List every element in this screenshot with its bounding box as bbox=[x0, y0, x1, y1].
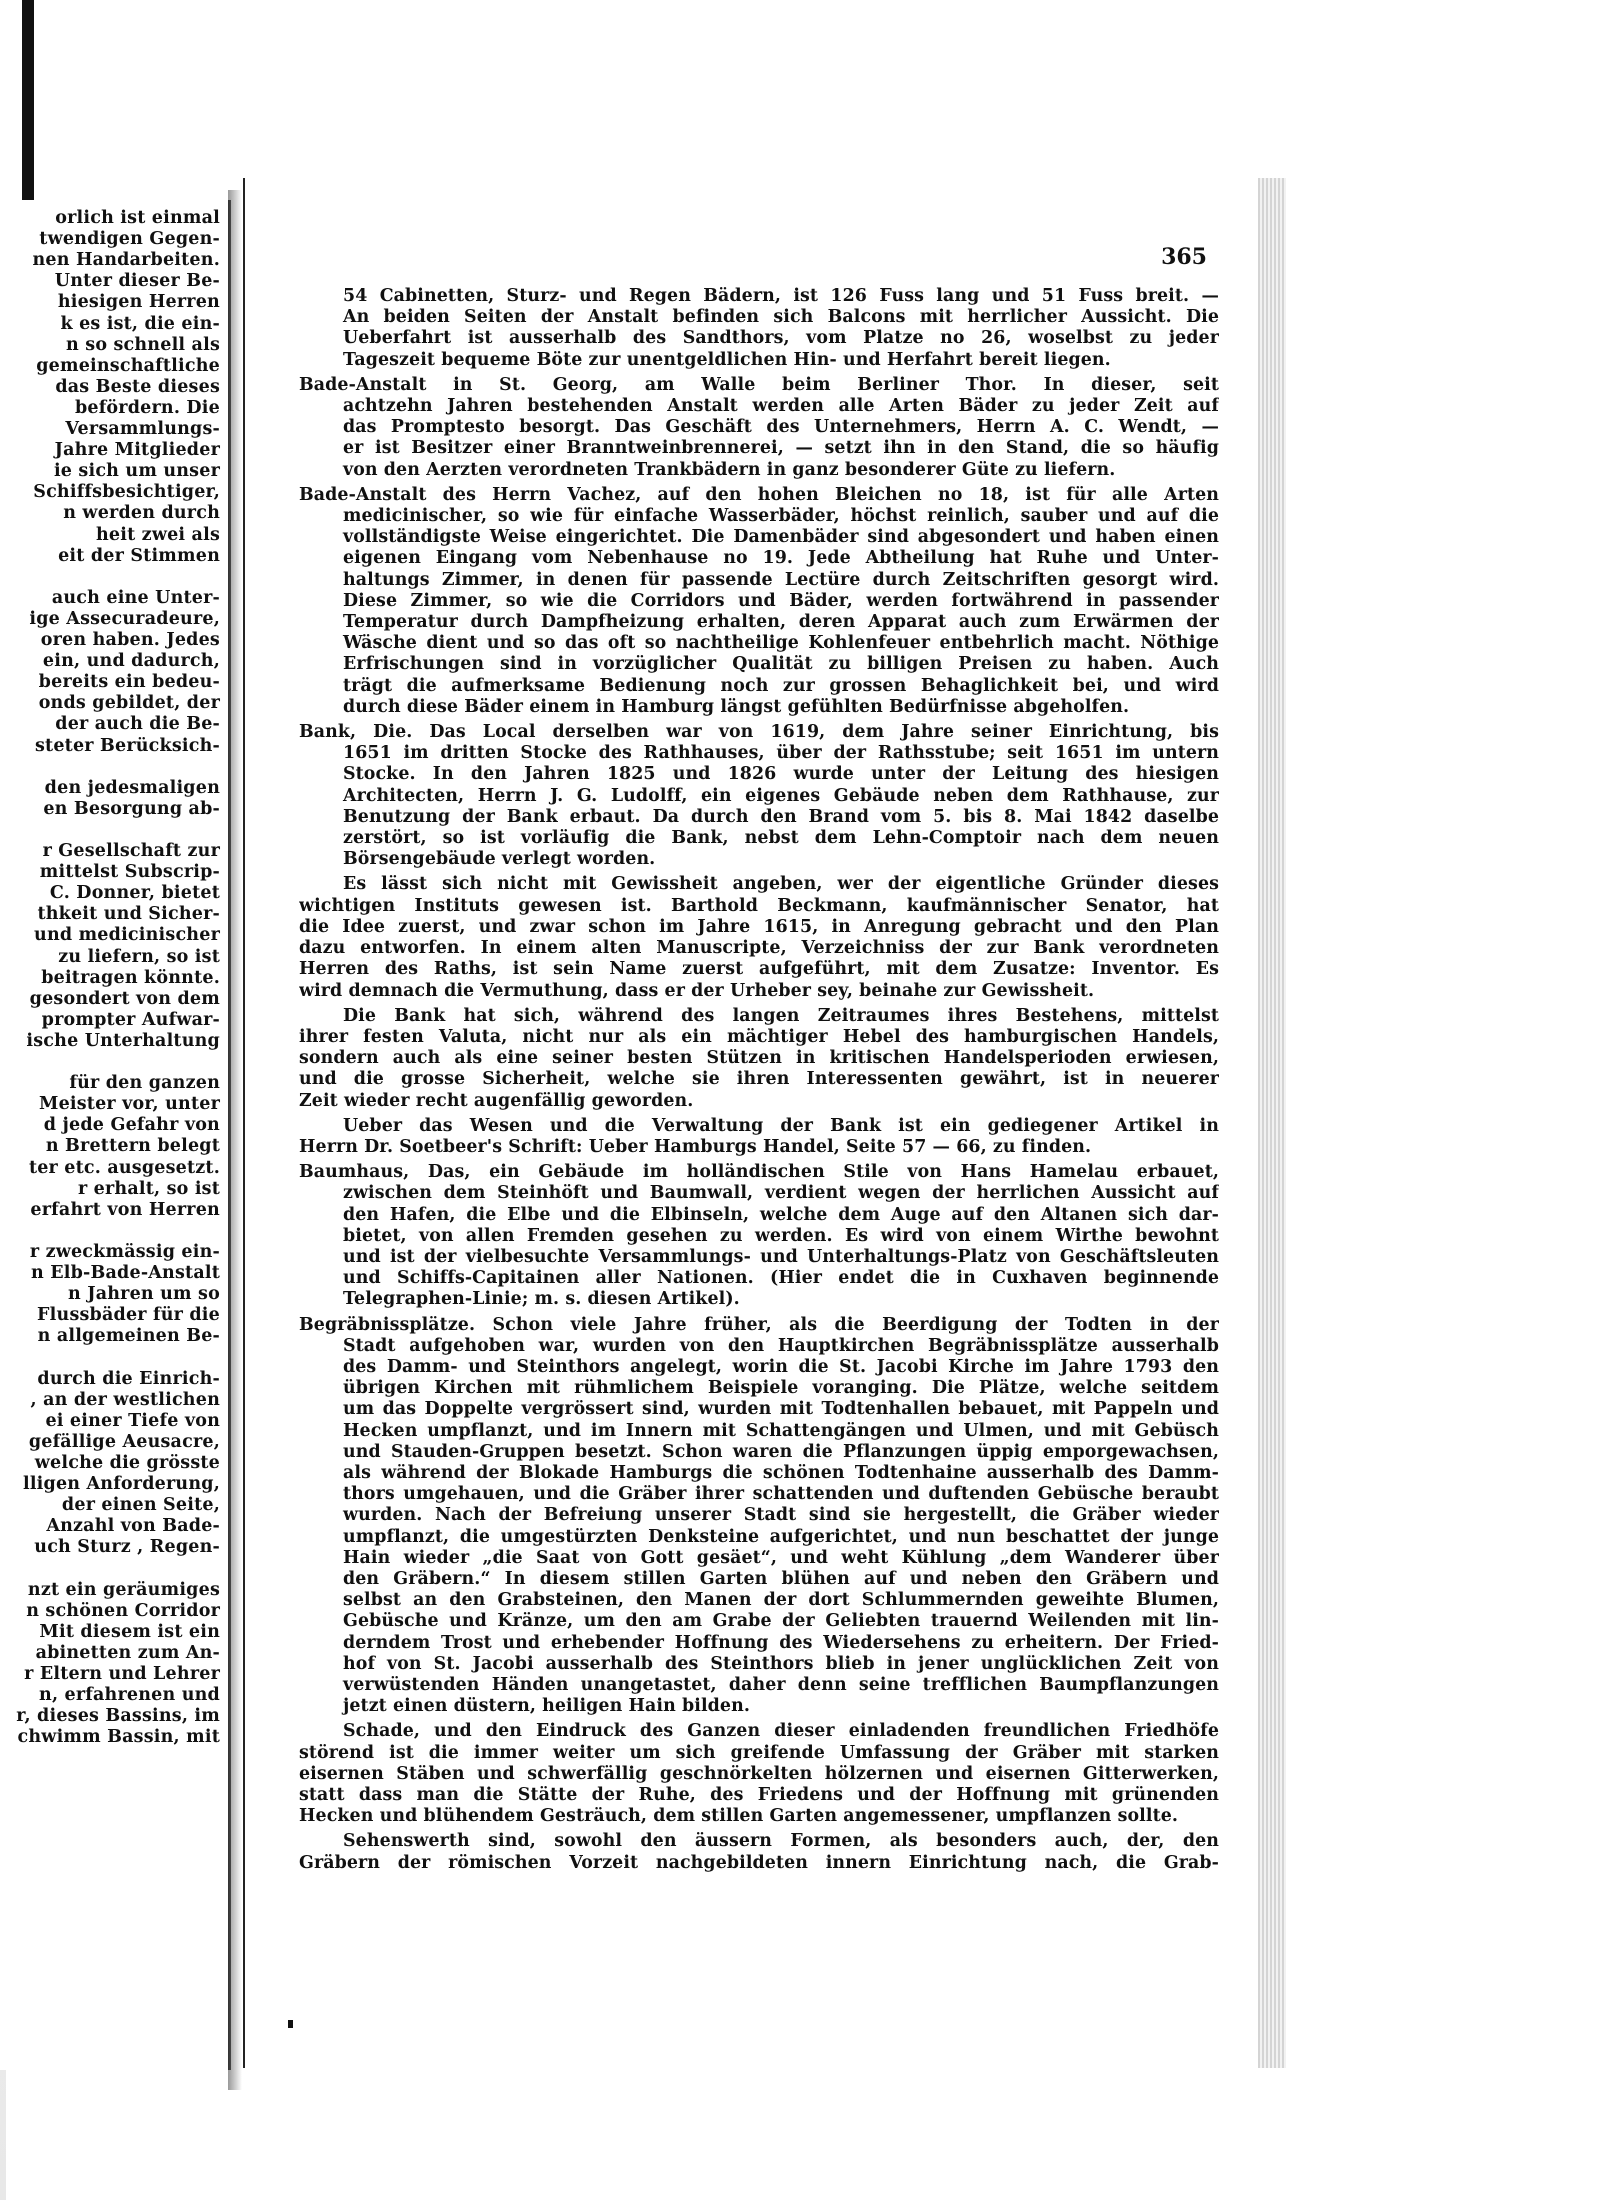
text-line: die Idee zuerst, und zwar schon im Jahre 1615, in Anregung gebracht und den Plan bbox=[299, 916, 1219, 937]
text-line: Temperatur durch Dampfheizung erhalten, deren Apparat auch zum Erwärmen der bbox=[343, 612, 1219, 633]
left-page bbox=[0, 200, 231, 2070]
text-line: und Schiffs-Capitainen aller Nationen. (Hier endet die in Cuxhaven beginnende bbox=[343, 1268, 1219, 1289]
left-page-line: beitragen könnte. bbox=[41, 967, 220, 988]
left-page-line: n schönen Corridor bbox=[26, 1600, 220, 1621]
text-line: Diese Zimmer, so wie die Corridors und Bäder, werden fortwährend in passender bbox=[343, 590, 1219, 611]
text-line: ihrer festen Valuta, nicht nur als ein mächtiger Hebel des hamburgischen Handels, bbox=[299, 1026, 1219, 1047]
left-page-line: und medicinischer bbox=[34, 925, 220, 946]
left-page-line: uch Sturz , Regen- bbox=[34, 1537, 220, 1558]
left-page-line: Unter dieser Be- bbox=[54, 271, 220, 292]
ink-speck bbox=[288, 2020, 293, 2028]
left-page-line: , an der westlichen bbox=[30, 1389, 220, 1410]
left-page-line: d jede Gefahr von bbox=[43, 1115, 220, 1136]
left-page-line: n allgemeinen Be- bbox=[37, 1326, 220, 1347]
text-line: Stadt aufgehoben war, wurden von den Hauptkirchen Begräbnissplätze ausserhalb bbox=[343, 1335, 1219, 1356]
left-page-line: lligen Anforderung, bbox=[22, 1474, 220, 1494]
text-line: selbst an den Grabsteinen, den Manen der dort Schlummernden geweihte Blumen, bbox=[343, 1590, 1219, 1611]
text-line: jetzt einen düstern, heiligen Hain bilden. bbox=[343, 1696, 750, 1717]
text-line: An beiden Seiten der Anstalt befinden sich Balcons mit herrlicher Aussicht. Die bbox=[343, 307, 1219, 328]
text-line: Begräbnissplätze. Schon viele Jahre früher, als die Beerdigung der Todten in der bbox=[299, 1314, 1219, 1335]
text-line: und ist der vielbesuchte Versammlungs- und Unterhaltungs-Platz von Geschäftsleuten bbox=[343, 1246, 1219, 1267]
left-page-line: C. Donner, bietet bbox=[49, 883, 220, 904]
left-page-line: r Eltern und Lehrer bbox=[24, 1663, 220, 1684]
left-page-line: chwimm Bassin, mit bbox=[17, 1727, 220, 1748]
left-page-line: gesondert von dem bbox=[29, 988, 220, 1009]
left-page-line: für den ganzen bbox=[69, 1073, 220, 1094]
text-line: statt dass man die Stätte der Ruhe, des Friedens und der Hoffnung mit grünenden bbox=[299, 1785, 1219, 1806]
text-line: wichtigen Instituts gewesen ist. Barthold Beckmann, kaufmännischer Senator, hat bbox=[299, 895, 1219, 916]
text-line: achtzehn Jahren bestehenden Anstalt werden alle Arten Bäder zu jeder Zeit auf bbox=[343, 396, 1219, 417]
text-line: Herrn Dr. Soetbeer's Schrift: Ueber Hamburgs Handel, Seite 57 — 66, zu finden. bbox=[299, 1136, 1092, 1157]
text-line: und die grosse Sicherheit, welche sie ihren Interessenten gewährt, ist in neuerer bbox=[299, 1069, 1219, 1090]
left-page-line: ter etc. ausgesetzt. bbox=[28, 1157, 220, 1178]
text-line: er ist Besitzer einer Branntweinbrennerei, — setzt ihn in den Stand, die so häufig bbox=[343, 438, 1219, 459]
left-page-line: orlich ist einmal bbox=[55, 208, 220, 228]
text-line: Gräbern der römischen Vorzeit nachgebildeten innern Einrichtung nach, die Grab- bbox=[299, 1852, 1219, 1873]
text-line: des Damm- und Steinthors angelegt, worin die St. Jacobi Kirche im Jahre 1793 den bbox=[343, 1356, 1219, 1377]
text-line: sondern auch als eine seiner besten Stützen in kritischen Handelsperioden erwiesen, bbox=[299, 1048, 1219, 1069]
left-page-line: r erhalt, so ist bbox=[77, 1178, 220, 1199]
left-page-line: mittelst Subscrip- bbox=[39, 862, 220, 883]
left-page-line: n, erfahrenen und bbox=[39, 1685, 220, 1705]
paragraph bbox=[299, 874, 1219, 1001]
text-line: Telegraphen-Linie; m. s. diesen Artikel). bbox=[343, 1289, 740, 1310]
left-page-line: gemeinschaftliche bbox=[36, 355, 220, 376]
text-line: Hecken umpflanzt, und im Innern mit Schattengängen und Ulmen, und mit Gebüsch bbox=[343, 1420, 1219, 1441]
left-page-line: n werden durch bbox=[63, 503, 220, 524]
text-line: dazu entworfen. In einem alten Manuscripte, Verzeichniss der zur Bank verordneten bbox=[299, 938, 1219, 959]
text-line: Architecten, Herrn J. G. Ludolff, ein eigenes Gebäude neben dem Rathhause, zur bbox=[343, 785, 1219, 806]
left-page-line: auch eine Unter- bbox=[51, 587, 220, 608]
text-line: haltungs Zimmer, in denen für passende Lectüre durch Zeitschriften gesorgt wird. bbox=[343, 569, 1219, 590]
text-line: bietet, von allen Fremden gesehen zu werden. Es wird von einem Wirthe bewohnt bbox=[343, 1225, 1219, 1246]
left-page-line: nen Handarbeiten. bbox=[32, 250, 220, 271]
left-page-line: gefällige Aeusacre, bbox=[28, 1431, 220, 1452]
paragraph bbox=[299, 1006, 1219, 1112]
text-line: verwüstenden Händen unangetastet, daher denn seine trefflichen Baumpflanzungen bbox=[343, 1675, 1219, 1695]
left-page-line: hiesigen Herren bbox=[57, 292, 220, 313]
right-page bbox=[243, 178, 1267, 2068]
left-page-line: eit der Stimmen bbox=[58, 545, 220, 566]
left-page-line: der einen Seite, bbox=[61, 1495, 220, 1516]
paragraph bbox=[299, 1116, 1219, 1158]
left-page-line: oren haben. Jedes bbox=[40, 630, 220, 650]
text-line: Schade, und den Eindruck des Ganzen dieser einladenden freundlichen Friedhöfe bbox=[343, 1721, 1219, 1742]
left-page-line: Jahre Mitglieder bbox=[54, 440, 220, 461]
left-page-line: thkeit und Sicher- bbox=[37, 904, 220, 925]
text-line: Bade-Anstalt des Herrn Vachez, auf den hohen Bleichen no 18, ist für alle Arten bbox=[299, 484, 1219, 505]
left-page-line: ei einer Tiefe von bbox=[45, 1410, 220, 1431]
text-line: Ueberfahrt ist ausserhalb des Sandthors, vom Platze no 26, woselbst zu jeder bbox=[343, 328, 1219, 349]
paragraph bbox=[299, 375, 1219, 481]
text-line: Erfrischungen sind in vorzüglicher Qualität zu billigen Preisen zu haben. Auch bbox=[343, 654, 1219, 675]
text-line: als während der Blokade Hamburgs die schönen Todtenhaine ausserhalb des Damm- bbox=[343, 1462, 1219, 1483]
text-line: thors umgehauen, und die Gräber ihrer schattenden und duftenden Gebüsche beraubt bbox=[343, 1484, 1219, 1505]
paragraph bbox=[299, 1721, 1219, 1827]
text-line: Baumhaus, Das, ein Gebäude im holländischen Stile von Hans Hamelau erbauet, bbox=[299, 1162, 1219, 1183]
text-column bbox=[299, 286, 1219, 1878]
text-line: das Promptesto besorgt. Das Geschäft des Unternehmers, Herrn A. C. Wendt, — bbox=[343, 417, 1219, 438]
text-line: übrigen Kirchen mit rühmlichem Beispiele voranging. Die Plätze, welche seitdem bbox=[343, 1378, 1219, 1399]
left-page-line: r Gesellschaft zur bbox=[42, 841, 220, 861]
left-page-line: ische Unterhaltung bbox=[26, 1030, 220, 1051]
text-line: trägt die aufmerksame Bedienung noch zur grossen Behaglichkeit bei, und wird bbox=[343, 675, 1219, 696]
text-line: wird demnach die Vermuthung, dass er der Urheber sey, beinahe zur Gewissheit. bbox=[299, 980, 1095, 1001]
left-page-line: n Elb-Bade-Anstalt bbox=[31, 1263, 220, 1283]
left-page-line: Flussbäder für die bbox=[37, 1305, 220, 1326]
text-line: den Hafen, die Elbe und die Elbinseln, welche dem Auge auf den Altanen sich dar- bbox=[343, 1204, 1219, 1225]
text-line: Wäsche dient und so das oft so nachtheilige Kohlenfeuer entbehrlich macht. Nöthige bbox=[343, 633, 1219, 654]
left-page-line: das Beste dieses bbox=[55, 376, 220, 397]
text-line: Zeit wieder recht augenfällig geworden. bbox=[299, 1090, 694, 1111]
text-line: Sehenswerth sind, sowohl den äussern Formen, als besonders auch, der, den bbox=[343, 1831, 1219, 1852]
left-page-line: en Besorgung ab- bbox=[43, 798, 220, 819]
text-line: durch diese Bäder einem in Hamburg längst gefühlten Bedürfnisse abgeholfen. bbox=[343, 696, 1130, 717]
text-line: Ueber das Wesen und die Verwaltung der Bank ist ein gediegener Artikel in bbox=[343, 1115, 1219, 1136]
left-page-line: nzt ein geräumiges bbox=[27, 1579, 220, 1600]
text-line: zwischen dem Steinhöft und Baumwall, verdient wegen der herrlichen Aussicht auf bbox=[343, 1183, 1219, 1204]
text-line: Die Bank hat sich, während des langen Zeitraumes ihres Bestehens, mittelst bbox=[343, 1005, 1219, 1026]
left-page-line: durch die Einrich- bbox=[37, 1368, 220, 1389]
left-page-line: Schiffsbesichtiger, bbox=[33, 482, 220, 503]
text-line: Benutzung der Bank erbaut. Da durch den Brand vom 5. bis 8. Mai 1842 daselbe bbox=[343, 806, 1219, 827]
text-line: Börsengebäude verlegt worden. bbox=[343, 849, 656, 870]
left-page-line: welche die grösste bbox=[34, 1452, 220, 1473]
left-page-line: ein, und dadurch, bbox=[42, 651, 220, 672]
text-line: Tageszeit bequeme Böte zur unentgeldlichen Hin- und Herfahrt bereit liegen. bbox=[343, 349, 1111, 370]
page-edge bbox=[1258, 178, 1286, 2068]
left-page-line: ige Assecuradeure, bbox=[29, 608, 220, 629]
left-page-line: bereits ein bedeu- bbox=[38, 672, 220, 693]
left-page-line: n Jahren um so bbox=[68, 1284, 220, 1305]
paragraph bbox=[299, 1315, 1219, 1718]
left-page-line: Versammlungs- bbox=[65, 419, 220, 439]
paragraph bbox=[299, 286, 1219, 371]
left-page-line: twendigen Gegen- bbox=[39, 229, 220, 250]
text-line: und Stauden-Gruppen besetzt. Schon waren die Pflanzungen üppig emporgewachsen, bbox=[343, 1441, 1219, 1462]
text-line: wurden. Nach der Befreiung unserer Stadt sind sie hergestellt, die Gräber wieder bbox=[343, 1505, 1219, 1526]
paragraph bbox=[299, 1162, 1219, 1310]
text-line: medicinischer, so wie für einfache Wasserbäder, höchst reinlich, sauber und auf die bbox=[343, 506, 1219, 527]
text-line: derndem Trost und erhebender Hoffnung des Wiedersehens zu erheitern. Der Fried- bbox=[343, 1632, 1219, 1653]
text-line: Herren des Raths, ist sein Name zuerst aufgeführt, mit dem Zusatze: Inventor. Es bbox=[299, 959, 1219, 980]
left-page-line: r, dieses Bassins, im bbox=[16, 1706, 220, 1727]
left-page-line: r zweckmässig ein- bbox=[29, 1241, 220, 1262]
left-page-line: n Brettern belegt bbox=[45, 1136, 220, 1157]
left-page-line: zu liefern, so ist bbox=[58, 946, 220, 967]
text-line: 54 Cabinetten, Sturz- und Regen Bädern, ist 126 Fuss lang und 51 Fuss breit. — bbox=[343, 286, 1219, 306]
text-line: Bade-Anstalt in St. Georg, am Walle beim Berliner Thor. In dieser, seit bbox=[299, 374, 1219, 395]
text-line: eisernen Stäben und schwerfällig geschnörkelten hölzernen und eisernen Gitterwerken, bbox=[299, 1763, 1219, 1784]
text-line: 1651 im dritten Stocke des Rathhauses, über der Rathsstube; seit 1651 im untern bbox=[343, 743, 1219, 764]
text-line: um das Doppelte vergrössert sind, wurden mit Todtenhallen bebauet, mit Pappeln und bbox=[343, 1399, 1219, 1420]
left-page-line: ie sich um unser bbox=[53, 461, 220, 482]
text-line: von den Aerzten verordneten Trankbädern in ganz besonderer Güte zu liefern. bbox=[343, 459, 1116, 480]
left-page-line: onds gebildet, der bbox=[38, 693, 220, 714]
text-line: Hain wieder „die Saat von Gott gesäet“, und weht Kühlung „dem Wanderer über bbox=[343, 1547, 1219, 1568]
book-gutter bbox=[228, 190, 242, 2090]
left-page-line: Anzahl von Bade- bbox=[46, 1516, 220, 1537]
left-page-line: prompter Aufwar- bbox=[41, 1009, 220, 1030]
text-line: Gebüsche und Kränze, um den am Grabe der Geliebten trauernd Weilenden mit lin- bbox=[343, 1611, 1219, 1632]
text-line: umpflanzt, die umgestürzten Denksteine aufgerichtet, und nun beschattet der junge bbox=[343, 1526, 1219, 1547]
text-line: störend ist die immer weiter um sich greifende Umfassung der Gräber mit starken bbox=[299, 1742, 1219, 1763]
text-line: eigenen Eingang vom Nebenhause no 19. Jede Abtheilung hat Ruhe und Unter- bbox=[343, 548, 1219, 569]
page-number: 365 bbox=[1161, 244, 1207, 270]
text-line: Es lässt sich nicht mit Gewissheit angeben, wer der eigentliche Gründer dieses bbox=[343, 874, 1219, 895]
text-line: Bank, Die. Das Local derselben war von 1619, dem Jahre seiner Einrichtung, bis bbox=[299, 722, 1219, 743]
text-line: vollständigste Weise eingerichtet. Die Damenbäder sind abgesondert und haben einen bbox=[343, 527, 1219, 548]
text-line: zerstört, so ist vorläufig die Bank, nebst dem Lehn-Comptoir nach dem neuen bbox=[343, 828, 1219, 849]
left-page-line: erfahrt von Herren bbox=[30, 1199, 220, 1220]
left-page-line: n so schnell als bbox=[66, 334, 220, 355]
paragraph bbox=[299, 485, 1219, 718]
paragraph bbox=[299, 722, 1219, 870]
left-page-line: befördern. Die bbox=[74, 397, 220, 418]
text-line: Stocke. In den Jahren 1825 und 1826 wurde unter der Leitung des hiesigen bbox=[343, 764, 1219, 785]
text-line: hof von St. Jacobi ausserhalb des Steinthors blieb in jener unglücklichen Zeit von bbox=[343, 1653, 1219, 1674]
left-page-line: k es ist, die ein- bbox=[60, 313, 220, 334]
left-page-line: der auch die Be- bbox=[55, 714, 220, 735]
left-page-line: Meister vor, unter bbox=[39, 1094, 220, 1115]
left-page-line: steter Berücksich- bbox=[35, 735, 220, 756]
left-page-line: den jedesmaligen bbox=[44, 777, 220, 798]
left-page-line: abinetten zum An- bbox=[35, 1642, 220, 1663]
left-page-line: heit zwei als bbox=[96, 524, 220, 545]
left-page-line: Mit diesem ist ein bbox=[39, 1621, 220, 1642]
text-line: den Gräbern.“ In diesem stillen Garten blühen auf und neben den Gräbern und bbox=[343, 1568, 1219, 1589]
paragraph bbox=[299, 1831, 1219, 1873]
text-line: Hecken und blühendem Gesträuch, dem stillen Garten angemessener, umpflanzen sollte. bbox=[299, 1806, 1179, 1827]
